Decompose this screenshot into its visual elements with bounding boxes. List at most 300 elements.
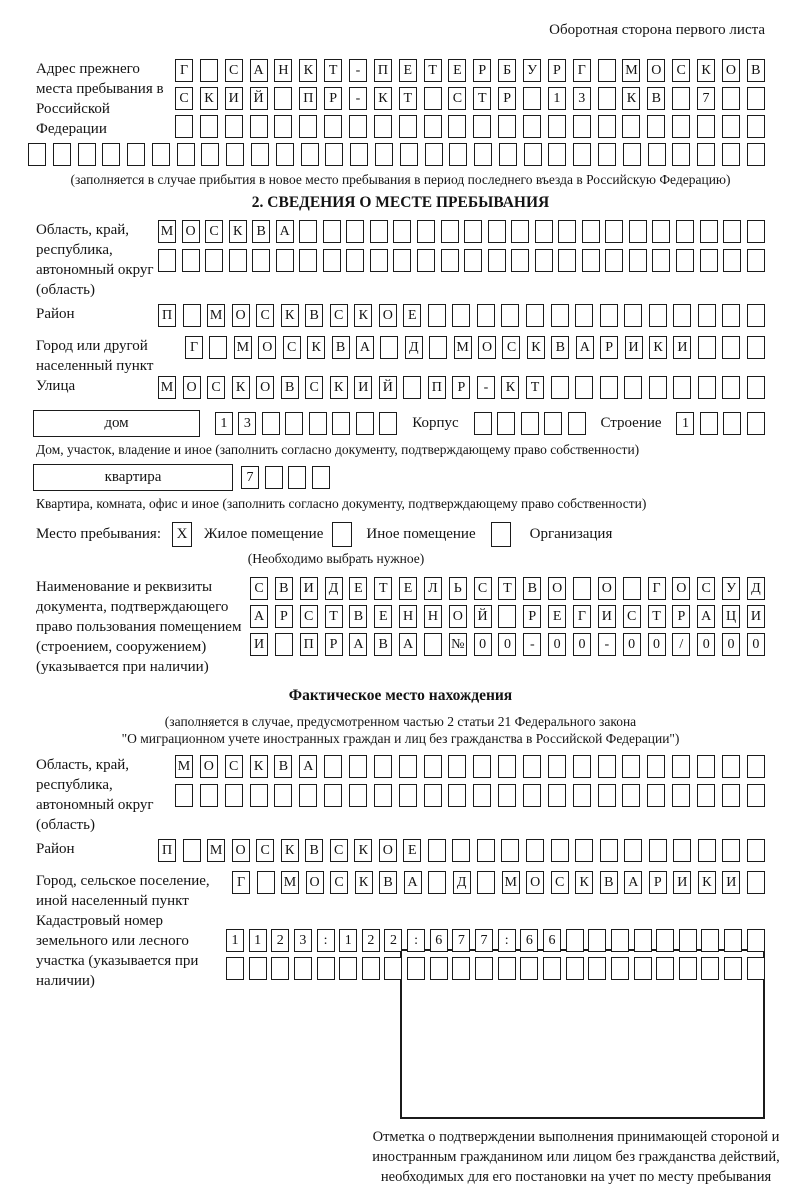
char-cell[interactable] — [324, 755, 342, 778]
char-cell[interactable] — [698, 376, 716, 399]
char-cell[interactable] — [634, 957, 652, 980]
char-cell[interactable] — [600, 839, 618, 862]
char-cell[interactable]: К — [229, 220, 247, 243]
char-cell[interactable] — [473, 755, 491, 778]
char-cell[interactable] — [558, 249, 576, 272]
char-cell[interactable] — [520, 957, 538, 980]
char-cell[interactable]: Р — [275, 605, 293, 628]
char-cell[interactable] — [700, 249, 718, 272]
checkbox-organizatsiya[interactable] — [491, 522, 511, 547]
char-cell[interactable]: Р — [325, 633, 343, 656]
char-cell[interactable] — [399, 784, 417, 807]
char-cell[interactable] — [370, 249, 388, 272]
char-cell[interactable] — [588, 929, 606, 952]
char-cell[interactable] — [573, 143, 591, 166]
char-cell[interactable]: Д — [453, 871, 471, 894]
char-cell[interactable] — [722, 839, 740, 862]
char-cell[interactable] — [548, 755, 566, 778]
char-cell[interactable] — [393, 249, 411, 272]
char-cell[interactable] — [568, 412, 586, 435]
char-cell[interactable]: Г — [573, 59, 591, 82]
char-cell[interactable]: В — [374, 633, 392, 656]
char-cell[interactable] — [673, 304, 691, 327]
char-cell[interactable]: 1 — [215, 412, 233, 435]
char-cell[interactable] — [265, 466, 283, 489]
char-cell[interactable] — [275, 633, 293, 656]
char-cell[interactable]: Н — [274, 59, 292, 82]
char-cell[interactable] — [698, 336, 716, 359]
char-cell[interactable]: Т — [399, 87, 417, 110]
char-cell[interactable]: В — [305, 839, 323, 862]
char-cell[interactable]: Н — [424, 605, 442, 628]
char-cell[interactable]: С — [305, 376, 323, 399]
char-cell[interactable]: А — [624, 871, 642, 894]
char-cell[interactable] — [656, 957, 674, 980]
char-cell[interactable] — [698, 304, 716, 327]
char-cell[interactable] — [226, 957, 244, 980]
char-cell[interactable] — [441, 249, 459, 272]
char-cell[interactable] — [285, 412, 303, 435]
char-cell[interactable]: К — [281, 839, 299, 862]
char-cell[interactable]: 0 — [548, 633, 566, 656]
char-cell[interactable] — [374, 115, 392, 138]
char-cell[interactable]: В — [551, 336, 569, 359]
char-cell[interactable]: 1 — [548, 87, 566, 110]
char-cell[interactable] — [647, 115, 665, 138]
char-cell[interactable] — [205, 249, 223, 272]
char-cell[interactable] — [294, 957, 312, 980]
char-cell[interactable]: 3 — [238, 412, 256, 435]
char-cell[interactable] — [523, 784, 541, 807]
char-cell[interactable] — [425, 143, 443, 166]
char-cell[interactable]: Т — [473, 87, 491, 110]
char-cell[interactable]: В — [349, 605, 367, 628]
char-cell[interactable] — [498, 605, 516, 628]
char-cell[interactable] — [276, 143, 294, 166]
char-cell[interactable]: Р — [672, 605, 690, 628]
char-cell[interactable] — [722, 115, 740, 138]
char-cell[interactable] — [624, 839, 642, 862]
char-cell[interactable] — [605, 249, 623, 272]
char-cell[interactable] — [430, 957, 448, 980]
char-cell[interactable] — [182, 249, 200, 272]
char-cell[interactable] — [498, 957, 516, 980]
char-cell[interactable] — [723, 412, 741, 435]
char-cell[interactable]: Ь — [449, 577, 467, 600]
char-cell[interactable] — [498, 784, 516, 807]
char-cell[interactable] — [673, 839, 691, 862]
char-cell[interactable] — [288, 466, 306, 489]
char-cell[interactable] — [722, 376, 740, 399]
char-cell[interactable] — [611, 929, 629, 952]
char-cell[interactable] — [441, 220, 459, 243]
kvartira-box[interactable]: квартира — [33, 464, 233, 491]
char-cell[interactable] — [429, 336, 447, 359]
char-cell[interactable] — [127, 143, 145, 166]
char-cell[interactable] — [544, 412, 562, 435]
char-cell[interactable]: М — [207, 839, 225, 862]
char-cell[interactable] — [323, 249, 341, 272]
char-cell[interactable] — [573, 755, 591, 778]
char-cell[interactable]: Т — [424, 59, 442, 82]
char-cell[interactable] — [724, 957, 742, 980]
char-cell[interactable] — [722, 336, 740, 359]
char-cell[interactable] — [501, 304, 519, 327]
char-cell[interactable] — [299, 115, 317, 138]
char-cell[interactable] — [424, 115, 442, 138]
char-cell[interactable] — [225, 115, 243, 138]
char-cell[interactable] — [475, 957, 493, 980]
char-cell[interactable] — [573, 577, 591, 600]
char-cell[interactable] — [673, 376, 691, 399]
char-cell[interactable]: Г — [175, 59, 193, 82]
char-cell[interactable] — [551, 839, 569, 862]
char-cell[interactable]: М — [175, 755, 193, 778]
char-cell[interactable] — [349, 115, 367, 138]
char-cell[interactable]: Д — [747, 577, 765, 600]
char-cell[interactable] — [622, 115, 640, 138]
char-cell[interactable]: : — [317, 929, 335, 952]
char-cell[interactable] — [424, 755, 442, 778]
char-cell[interactable]: С — [330, 839, 348, 862]
char-cell[interactable] — [301, 143, 319, 166]
char-cell[interactable] — [747, 336, 765, 359]
char-cell[interactable]: О — [256, 376, 274, 399]
char-cell[interactable]: 1 — [226, 929, 244, 952]
char-cell[interactable] — [250, 784, 268, 807]
char-cell[interactable] — [183, 839, 201, 862]
char-cell[interactable]: К — [330, 376, 348, 399]
char-cell[interactable]: В — [252, 220, 270, 243]
char-cell[interactable] — [380, 336, 398, 359]
char-cell[interactable]: О — [183, 376, 201, 399]
char-cell[interactable] — [299, 784, 317, 807]
char-cell[interactable] — [374, 755, 392, 778]
char-cell[interactable]: К — [374, 87, 392, 110]
char-cell[interactable]: О — [647, 59, 665, 82]
char-cell[interactable]: Т — [374, 577, 392, 600]
char-cell[interactable] — [672, 87, 690, 110]
char-cell[interactable]: 2 — [271, 929, 289, 952]
char-cell[interactable]: Е — [399, 577, 417, 600]
char-cell[interactable] — [523, 87, 541, 110]
char-cell[interactable] — [393, 220, 411, 243]
char-cell[interactable]: М — [207, 304, 225, 327]
char-cell[interactable]: 0 — [623, 633, 641, 656]
char-cell[interactable] — [697, 784, 715, 807]
char-cell[interactable]: У — [722, 577, 740, 600]
char-cell[interactable] — [722, 304, 740, 327]
char-cell[interactable] — [339, 957, 357, 980]
char-cell[interactable]: М — [622, 59, 640, 82]
char-cell[interactable]: О — [722, 59, 740, 82]
char-cell[interactable]: Й — [474, 605, 492, 628]
char-cell[interactable]: С — [474, 577, 492, 600]
char-cell[interactable] — [747, 929, 765, 952]
char-cell[interactable]: С — [551, 871, 569, 894]
char-cell[interactable]: К — [232, 376, 250, 399]
char-cell[interactable]: Р — [649, 871, 667, 894]
char-cell[interactable]: С — [175, 87, 193, 110]
char-cell[interactable]: С — [256, 839, 274, 862]
char-cell[interactable] — [201, 143, 219, 166]
char-cell[interactable] — [28, 143, 46, 166]
char-cell[interactable]: Т — [324, 59, 342, 82]
char-cell[interactable]: А — [349, 633, 367, 656]
char-cell[interactable] — [324, 115, 342, 138]
char-cell[interactable] — [747, 87, 765, 110]
char-cell[interactable]: К — [698, 871, 716, 894]
char-cell[interactable] — [634, 929, 652, 952]
char-cell[interactable]: В — [275, 577, 293, 600]
char-cell[interactable]: Й — [250, 87, 268, 110]
char-cell[interactable] — [464, 220, 482, 243]
char-cell[interactable] — [424, 87, 442, 110]
char-cell[interactable]: О — [548, 577, 566, 600]
char-cell[interactable]: 1 — [676, 412, 694, 435]
char-cell[interactable]: Т — [325, 605, 343, 628]
char-cell[interactable]: К — [354, 839, 372, 862]
char-cell[interactable]: К — [649, 336, 667, 359]
char-cell[interactable]: Е — [548, 605, 566, 628]
char-cell[interactable]: К — [622, 87, 640, 110]
char-cell[interactable] — [428, 304, 446, 327]
char-cell[interactable] — [332, 412, 350, 435]
char-cell[interactable]: Ц — [722, 605, 740, 628]
char-cell[interactable] — [535, 220, 553, 243]
char-cell[interactable] — [700, 220, 718, 243]
char-cell[interactable]: В — [747, 59, 765, 82]
char-cell[interactable] — [543, 957, 561, 980]
char-cell[interactable] — [225, 784, 243, 807]
char-cell[interactable] — [523, 115, 541, 138]
char-cell[interactable]: Е — [403, 304, 421, 327]
char-cell[interactable] — [200, 115, 218, 138]
char-cell[interactable]: К — [501, 376, 519, 399]
char-cell[interactable]: 6 — [543, 929, 561, 952]
char-cell[interactable]: 0 — [474, 633, 492, 656]
char-cell[interactable] — [152, 143, 170, 166]
char-cell[interactable] — [488, 249, 506, 272]
char-cell[interactable]: Т — [498, 577, 516, 600]
char-cell[interactable]: 7 — [241, 466, 259, 489]
char-cell[interactable] — [535, 249, 553, 272]
char-cell[interactable] — [407, 957, 425, 980]
char-cell[interactable] — [600, 376, 618, 399]
char-cell[interactable] — [349, 755, 367, 778]
char-cell[interactable] — [183, 304, 201, 327]
char-cell[interactable]: П — [374, 59, 392, 82]
char-cell[interactable] — [672, 784, 690, 807]
char-cell[interactable] — [400, 143, 418, 166]
char-cell[interactable]: О — [449, 605, 467, 628]
char-cell[interactable]: Р — [473, 59, 491, 82]
char-cell[interactable]: 3 — [573, 87, 591, 110]
char-cell[interactable] — [722, 784, 740, 807]
char-cell[interactable] — [697, 143, 715, 166]
char-cell[interactable]: Р — [600, 336, 618, 359]
char-cell[interactable] — [379, 412, 397, 435]
char-cell[interactable] — [747, 755, 765, 778]
char-cell[interactable] — [452, 957, 470, 980]
char-cell[interactable]: С — [205, 220, 223, 243]
char-cell[interactable]: В — [281, 376, 299, 399]
char-cell[interactable]: Е — [399, 59, 417, 82]
char-cell[interactable]: М — [502, 871, 520, 894]
char-cell[interactable] — [747, 957, 765, 980]
char-cell[interactable] — [78, 143, 96, 166]
char-cell[interactable] — [511, 249, 529, 272]
char-cell[interactable] — [424, 784, 442, 807]
char-cell[interactable] — [582, 249, 600, 272]
char-cell[interactable] — [424, 633, 442, 656]
char-cell[interactable] — [209, 336, 227, 359]
char-cell[interactable]: Д — [325, 577, 343, 600]
char-cell[interactable] — [649, 304, 667, 327]
char-cell[interactable]: С — [225, 59, 243, 82]
char-cell[interactable]: А — [399, 633, 417, 656]
char-cell[interactable] — [548, 143, 566, 166]
char-cell[interactable]: С — [448, 87, 466, 110]
char-cell[interactable]: Н — [399, 605, 417, 628]
char-cell[interactable]: С — [300, 605, 318, 628]
char-cell[interactable]: В — [305, 304, 323, 327]
char-cell[interactable] — [598, 115, 616, 138]
char-cell[interactable] — [649, 376, 667, 399]
char-cell[interactable]: 2 — [384, 929, 402, 952]
char-cell[interactable] — [722, 755, 740, 778]
char-cell[interactable] — [747, 143, 765, 166]
char-cell[interactable] — [309, 412, 327, 435]
char-cell[interactable] — [723, 220, 741, 243]
char-cell[interactable] — [698, 839, 716, 862]
char-cell[interactable]: Е — [448, 59, 466, 82]
char-cell[interactable] — [588, 957, 606, 980]
char-cell[interactable]: К — [281, 304, 299, 327]
char-cell[interactable]: С — [283, 336, 301, 359]
char-cell[interactable] — [629, 220, 647, 243]
char-cell[interactable]: 1 — [339, 929, 357, 952]
char-cell[interactable] — [575, 376, 593, 399]
char-cell[interactable]: О — [232, 839, 250, 862]
char-cell[interactable]: К — [354, 304, 372, 327]
char-cell[interactable] — [647, 755, 665, 778]
char-cell[interactable]: 0 — [697, 633, 715, 656]
char-cell[interactable] — [374, 784, 392, 807]
char-cell[interactable]: 2 — [362, 929, 380, 952]
char-cell[interactable]: : — [407, 929, 425, 952]
char-cell[interactable]: В — [274, 755, 292, 778]
char-cell[interactable]: В — [379, 871, 397, 894]
char-cell[interactable]: А — [276, 220, 294, 243]
char-cell[interactable]: М — [158, 376, 176, 399]
char-cell[interactable] — [325, 143, 343, 166]
char-cell[interactable]: 1 — [249, 929, 267, 952]
char-cell[interactable]: / — [672, 633, 690, 656]
char-cell[interactable] — [598, 784, 616, 807]
char-cell[interactable] — [448, 784, 466, 807]
char-cell[interactable]: И — [354, 376, 372, 399]
char-cell[interactable]: А — [404, 871, 422, 894]
char-cell[interactable] — [548, 115, 566, 138]
char-cell[interactable] — [448, 115, 466, 138]
char-cell[interactable] — [724, 929, 742, 952]
char-cell[interactable] — [747, 412, 765, 435]
char-cell[interactable] — [747, 115, 765, 138]
char-cell[interactable] — [403, 376, 421, 399]
char-cell[interactable]: О — [258, 336, 276, 359]
char-cell[interactable]: Е — [374, 605, 392, 628]
char-cell[interactable] — [464, 249, 482, 272]
char-cell[interactable]: О — [598, 577, 616, 600]
char-cell[interactable] — [701, 957, 719, 980]
char-cell[interactable] — [274, 784, 292, 807]
char-cell[interactable] — [346, 249, 364, 272]
char-cell[interactable] — [350, 143, 368, 166]
char-cell[interactable]: С — [225, 755, 243, 778]
char-cell[interactable] — [747, 304, 765, 327]
char-cell[interactable]: С — [623, 605, 641, 628]
char-cell[interactable] — [566, 957, 584, 980]
char-cell[interactable]: И — [598, 605, 616, 628]
char-cell[interactable]: О — [306, 871, 324, 894]
char-cell[interactable]: Р — [452, 376, 470, 399]
char-cell[interactable] — [672, 115, 690, 138]
char-cell[interactable] — [175, 115, 193, 138]
char-cell[interactable]: Г — [573, 605, 591, 628]
char-cell[interactable] — [558, 220, 576, 243]
char-cell[interactable]: Т — [648, 605, 666, 628]
char-cell[interactable]: В — [523, 577, 541, 600]
char-cell[interactable] — [473, 115, 491, 138]
char-cell[interactable]: К — [355, 871, 373, 894]
char-cell[interactable]: С — [207, 376, 225, 399]
char-cell[interactable] — [600, 304, 618, 327]
char-cell[interactable]: П — [158, 304, 176, 327]
char-cell[interactable] — [384, 957, 402, 980]
char-cell[interactable] — [722, 87, 740, 110]
char-cell[interactable] — [488, 220, 506, 243]
char-cell[interactable] — [701, 929, 719, 952]
char-cell[interactable] — [271, 957, 289, 980]
char-cell[interactable]: К — [527, 336, 545, 359]
char-cell[interactable] — [257, 871, 275, 894]
char-cell[interactable] — [622, 784, 640, 807]
char-cell[interactable] — [477, 304, 495, 327]
char-cell[interactable] — [324, 784, 342, 807]
char-cell[interactable] — [449, 143, 467, 166]
checkbox-inoe[interactable] — [332, 522, 352, 547]
char-cell[interactable] — [649, 839, 667, 862]
char-cell[interactable]: Г — [232, 871, 250, 894]
char-cell[interactable] — [652, 249, 670, 272]
char-cell[interactable]: Е — [349, 577, 367, 600]
char-cell[interactable] — [417, 220, 435, 243]
char-cell[interactable] — [582, 220, 600, 243]
char-cell[interactable] — [566, 929, 584, 952]
char-cell[interactable] — [375, 143, 393, 166]
char-cell[interactable]: А — [299, 755, 317, 778]
char-cell[interactable] — [648, 143, 666, 166]
char-cell[interactable] — [249, 957, 267, 980]
char-cell[interactable]: В — [332, 336, 350, 359]
char-cell[interactable] — [747, 249, 765, 272]
char-cell[interactable] — [497, 412, 515, 435]
char-cell[interactable]: 3 — [294, 929, 312, 952]
char-cell[interactable] — [428, 871, 446, 894]
char-cell[interactable] — [622, 755, 640, 778]
char-cell[interactable] — [526, 839, 544, 862]
